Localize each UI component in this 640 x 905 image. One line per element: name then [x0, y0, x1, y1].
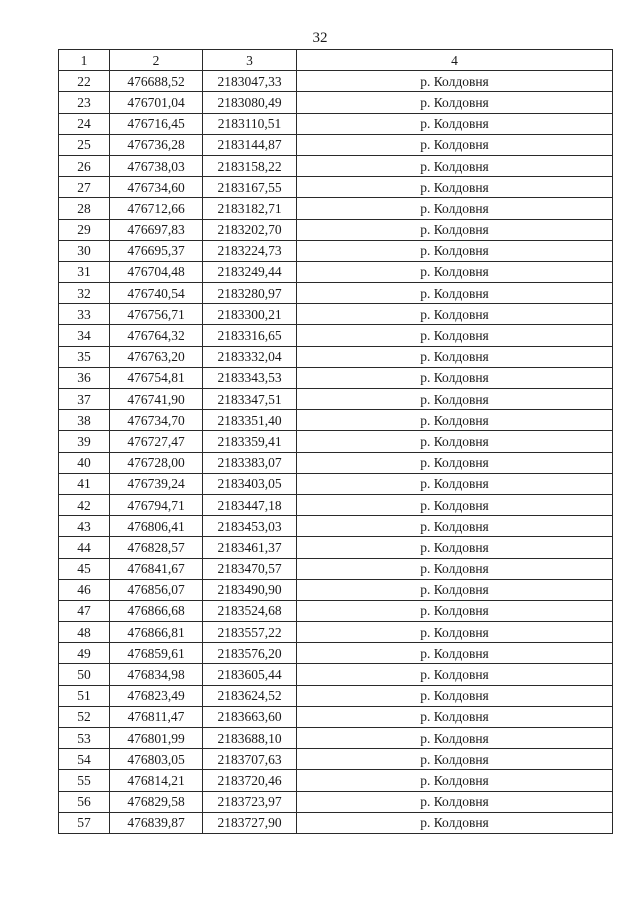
point-number-cell: 27 [59, 177, 110, 198]
x-coordinate-cell: 476829,58 [110, 791, 203, 812]
description-cell: р. Колдовня [297, 664, 613, 685]
header-cell-2: 2 [110, 50, 203, 71]
table-row [59, 452, 613, 473]
point-number-cell: 30 [59, 240, 110, 261]
table-row [59, 283, 613, 304]
x-coordinate-cell: 476734,60 [110, 177, 203, 198]
x-coordinate-cell: 476734,70 [110, 410, 203, 431]
description-cell: р. Колдовня [297, 134, 613, 155]
y-coordinate-cell: 2183167,55 [203, 177, 297, 198]
point-number-cell: 52 [59, 706, 110, 727]
y-coordinate-cell: 2183300,21 [203, 304, 297, 325]
point-number-cell: 56 [59, 791, 110, 812]
header-cell-4: 4 [297, 50, 613, 71]
table-row [59, 367, 613, 388]
description-cell: р. Колдовня [297, 516, 613, 537]
table-row [59, 71, 613, 92]
y-coordinate-cell: 2183576,20 [203, 643, 297, 664]
point-number-cell: 41 [59, 473, 110, 494]
point-number-cell: 44 [59, 537, 110, 558]
y-coordinate-cell: 2183359,41 [203, 431, 297, 452]
description-cell: р. Колдовня [297, 113, 613, 134]
x-coordinate-cell: 476697,83 [110, 219, 203, 240]
table-row [59, 664, 613, 685]
description-cell: р. Колдовня [297, 622, 613, 643]
point-number-cell: 26 [59, 155, 110, 176]
description-cell: р. Колдовня [297, 283, 613, 304]
table-row [59, 155, 613, 176]
table-row [59, 622, 613, 643]
description-cell: р. Колдовня [297, 198, 613, 219]
y-coordinate-cell: 2183316,65 [203, 325, 297, 346]
y-coordinate-cell: 2183624,52 [203, 685, 297, 706]
table-row [59, 389, 613, 410]
y-coordinate-cell: 2183158,22 [203, 155, 297, 176]
y-coordinate-cell: 2183490,90 [203, 579, 297, 600]
description-cell: р. Колдовня [297, 600, 613, 621]
y-coordinate-cell: 2183453,03 [203, 516, 297, 537]
x-coordinate-cell: 476834,98 [110, 664, 203, 685]
y-coordinate-cell: 2183144,87 [203, 134, 297, 155]
description-cell: р. Колдовня [297, 410, 613, 431]
x-coordinate-cell: 476764,32 [110, 325, 203, 346]
point-number-cell: 36 [59, 367, 110, 388]
table-row [59, 346, 613, 367]
description-cell: р. Колдовня [297, 749, 613, 770]
y-coordinate-cell: 2183720,46 [203, 770, 297, 791]
table-row [59, 770, 613, 791]
y-coordinate-cell: 2183663,60 [203, 706, 297, 727]
point-number-cell: 29 [59, 219, 110, 240]
y-coordinate-cell: 2183351,40 [203, 410, 297, 431]
header-row [59, 50, 613, 71]
table-row [59, 812, 613, 833]
point-number-cell: 31 [59, 261, 110, 282]
point-number-cell: 33 [59, 304, 110, 325]
table-row [59, 749, 613, 770]
x-coordinate-cell: 476801,99 [110, 728, 203, 749]
description-cell: р. Колдовня [297, 473, 613, 494]
table-header [59, 50, 613, 71]
point-number-cell: 28 [59, 198, 110, 219]
x-coordinate-cell: 476695,37 [110, 240, 203, 261]
x-coordinate-cell: 476839,87 [110, 812, 203, 833]
y-coordinate-cell: 2183447,18 [203, 494, 297, 515]
y-coordinate-cell: 2183383,07 [203, 452, 297, 473]
table-row [59, 579, 613, 600]
description-cell: р. Колдовня [297, 558, 613, 579]
x-coordinate-cell: 476756,71 [110, 304, 203, 325]
point-number-cell: 57 [59, 812, 110, 833]
description-cell: р. Колдовня [297, 770, 613, 791]
description-cell: р. Колдовня [297, 452, 613, 473]
description-cell: р. Колдовня [297, 346, 613, 367]
x-coordinate-cell: 476701,04 [110, 92, 203, 113]
point-number-cell: 48 [59, 622, 110, 643]
table-row [59, 706, 613, 727]
x-coordinate-cell: 476794,71 [110, 494, 203, 515]
description-cell: р. Колдовня [297, 240, 613, 261]
point-number-cell: 37 [59, 389, 110, 410]
description-cell: р. Колдовня [297, 71, 613, 92]
description-cell: р. Колдовня [297, 791, 613, 812]
x-coordinate-cell: 476739,24 [110, 473, 203, 494]
x-coordinate-cell: 476866,68 [110, 600, 203, 621]
x-coordinate-cell: 476856,07 [110, 579, 203, 600]
description-cell: р. Колдовня [297, 389, 613, 410]
y-coordinate-cell: 2183332,04 [203, 346, 297, 367]
description-cell: р. Колдовня [297, 494, 613, 515]
table-row [59, 494, 613, 515]
table-row [59, 685, 613, 706]
y-coordinate-cell: 2183202,70 [203, 219, 297, 240]
description-cell: р. Колдовня [297, 304, 613, 325]
table-row [59, 261, 613, 282]
point-number-cell: 49 [59, 643, 110, 664]
table-row [59, 177, 613, 198]
x-coordinate-cell: 476736,28 [110, 134, 203, 155]
point-number-cell: 22 [59, 71, 110, 92]
y-coordinate-cell: 2183524,68 [203, 600, 297, 621]
x-coordinate-cell: 476712,66 [110, 198, 203, 219]
x-coordinate-cell: 476811,47 [110, 706, 203, 727]
point-number-cell: 34 [59, 325, 110, 346]
y-coordinate-cell: 2183727,90 [203, 812, 297, 833]
description-cell: р. Колдовня [297, 367, 613, 388]
y-coordinate-cell: 2183343,53 [203, 367, 297, 388]
table-row [59, 558, 613, 579]
table-row [59, 600, 613, 621]
coordinates-table [58, 49, 613, 834]
y-coordinate-cell: 2183470,57 [203, 558, 297, 579]
y-coordinate-cell: 2183347,51 [203, 389, 297, 410]
header-cell-1: 1 [59, 50, 110, 71]
x-coordinate-cell: 476859,61 [110, 643, 203, 664]
point-number-cell: 54 [59, 749, 110, 770]
table-row [59, 134, 613, 155]
y-coordinate-cell: 2183461,37 [203, 537, 297, 558]
description-cell: р. Колдовня [297, 537, 613, 558]
x-coordinate-cell: 476828,57 [110, 537, 203, 558]
x-coordinate-cell: 476738,03 [110, 155, 203, 176]
point-number-cell: 25 [59, 134, 110, 155]
x-coordinate-cell: 476806,41 [110, 516, 203, 537]
y-coordinate-cell: 2183182,71 [203, 198, 297, 219]
y-coordinate-cell: 2183707,63 [203, 749, 297, 770]
point-number-cell: 53 [59, 728, 110, 749]
y-coordinate-cell: 2183403,05 [203, 473, 297, 494]
description-cell: р. Колдовня [297, 219, 613, 240]
point-number-cell: 24 [59, 113, 110, 134]
table-row [59, 537, 613, 558]
description-cell: р. Колдовня [297, 728, 613, 749]
x-coordinate-cell: 476866,81 [110, 622, 203, 643]
point-number-cell: 43 [59, 516, 110, 537]
point-number-cell: 47 [59, 600, 110, 621]
point-number-cell: 38 [59, 410, 110, 431]
table-row [59, 219, 613, 240]
point-number-cell: 55 [59, 770, 110, 791]
y-coordinate-cell: 2183047,33 [203, 71, 297, 92]
table-body [59, 71, 613, 834]
page-number: 32 [312, 30, 328, 46]
x-coordinate-cell: 476727,47 [110, 431, 203, 452]
table-row [59, 325, 613, 346]
table-row [59, 92, 613, 113]
x-coordinate-cell: 476803,05 [110, 749, 203, 770]
x-coordinate-cell: 476841,67 [110, 558, 203, 579]
table-row [59, 791, 613, 812]
y-coordinate-cell: 2183249,44 [203, 261, 297, 282]
point-number-cell: 39 [59, 431, 110, 452]
table-row [59, 113, 613, 134]
description-cell: р. Колдовня [297, 685, 613, 706]
x-coordinate-cell: 476814,21 [110, 770, 203, 791]
point-number-cell: 51 [59, 685, 110, 706]
description-cell: р. Колдовня [297, 92, 613, 113]
point-number-cell: 50 [59, 664, 110, 685]
y-coordinate-cell: 2183080,49 [203, 92, 297, 113]
point-number-cell: 46 [59, 579, 110, 600]
header-cell-3: 3 [203, 50, 297, 71]
description-cell: р. Колдовня [297, 579, 613, 600]
table-row [59, 516, 613, 537]
point-number-cell: 35 [59, 346, 110, 367]
y-coordinate-cell: 2183110,51 [203, 113, 297, 134]
y-coordinate-cell: 2183224,73 [203, 240, 297, 261]
description-cell: р. Колдовня [297, 177, 613, 198]
table-row [59, 410, 613, 431]
description-cell: р. Колдовня [297, 155, 613, 176]
point-number-cell: 42 [59, 494, 110, 515]
y-coordinate-cell: 2183723,97 [203, 791, 297, 812]
table-row [59, 473, 613, 494]
table-row [59, 431, 613, 452]
point-number-cell: 40 [59, 452, 110, 473]
description-cell: р. Колдовня [297, 431, 613, 452]
y-coordinate-cell: 2183688,10 [203, 728, 297, 749]
description-cell: р. Колдовня [297, 706, 613, 727]
x-coordinate-cell: 476728,00 [110, 452, 203, 473]
y-coordinate-cell: 2183280,97 [203, 283, 297, 304]
x-coordinate-cell: 476763,20 [110, 346, 203, 367]
x-coordinate-cell: 476823,49 [110, 685, 203, 706]
table-row [59, 304, 613, 325]
table-row [59, 240, 613, 261]
description-cell: р. Колдовня [297, 261, 613, 282]
x-coordinate-cell: 476688,52 [110, 71, 203, 92]
y-coordinate-cell: 2183605,44 [203, 664, 297, 685]
point-number-cell: 45 [59, 558, 110, 579]
x-coordinate-cell: 476741,90 [110, 389, 203, 410]
point-number-cell: 32 [59, 283, 110, 304]
description-cell: р. Колдовня [297, 643, 613, 664]
x-coordinate-cell: 476740,54 [110, 283, 203, 304]
point-number-cell: 23 [59, 92, 110, 113]
description-cell: р. Колдовня [297, 812, 613, 833]
y-coordinate-cell: 2183557,22 [203, 622, 297, 643]
x-coordinate-cell: 476716,45 [110, 113, 203, 134]
table-row [59, 198, 613, 219]
table-row [59, 643, 613, 664]
x-coordinate-cell: 476704,48 [110, 261, 203, 282]
table-row [59, 728, 613, 749]
x-coordinate-cell: 476754,81 [110, 367, 203, 388]
description-cell: р. Колдовня [297, 325, 613, 346]
